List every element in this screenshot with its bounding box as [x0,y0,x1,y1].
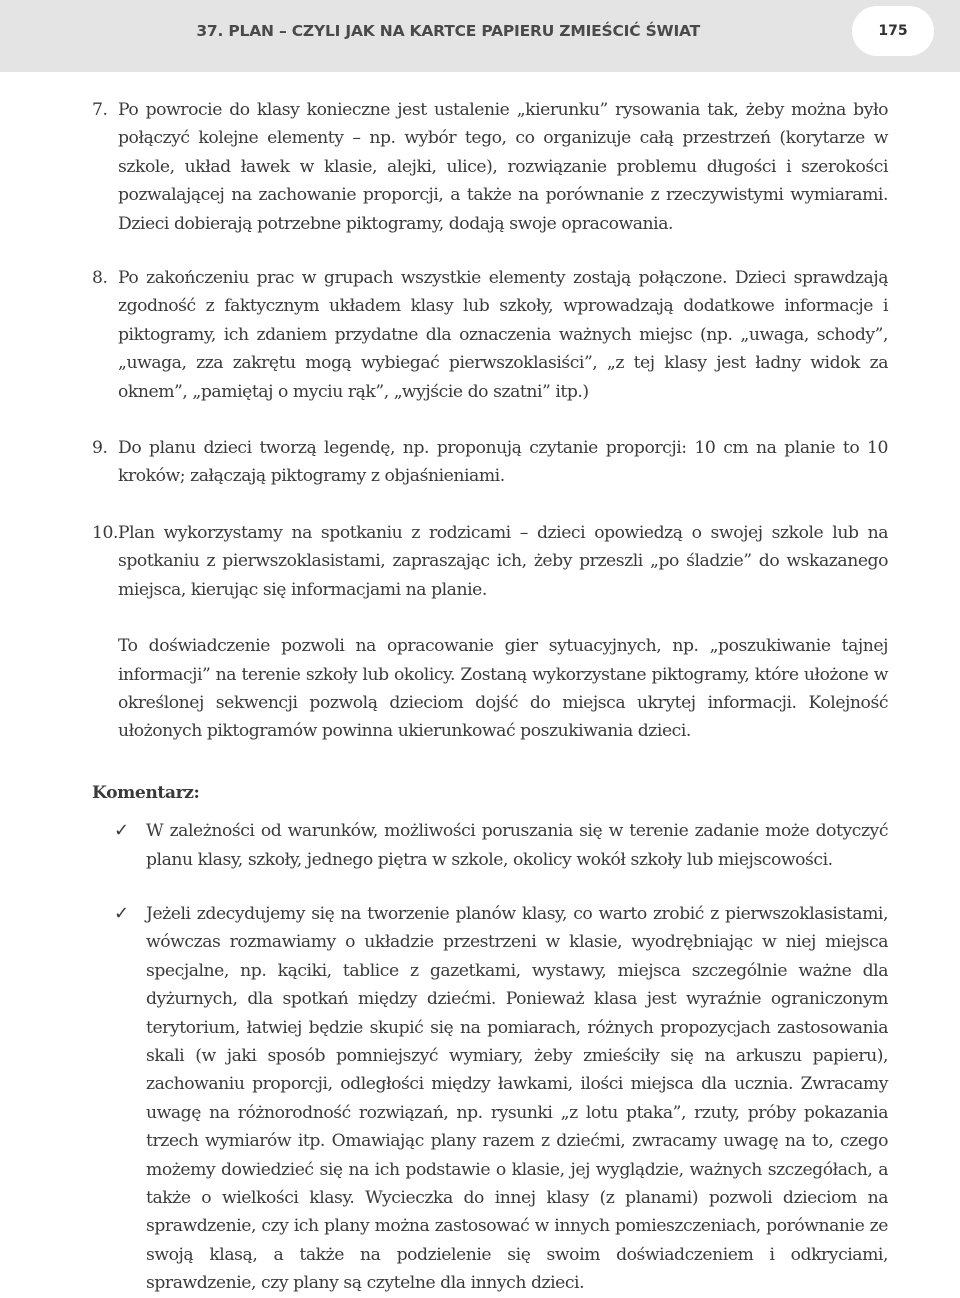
item-text: Plan wykorzystamy na spotkaniu z rodzicami – dzieci opowiedzą o swojej szkole lub na spotkaniu z pierwszoklasistami, zapraszając ich, żeby przeszli „po śladzie” do wskazanego miejsca, kierując się informacjami na planie. [118,522,888,600]
item-number: 8. [92,268,108,289]
comment-heading: Komentarz: [92,782,200,803]
checkmark-icon: ✓ [114,902,129,924]
page-number-badge: 175 [852,6,934,56]
comment-bullet [92,817,888,874]
comment-bullet-text: Jeżeli zdecydujemy się na tworzenie planów klasy, co warto zrobić z pierwszoklasistami, wówczas rozmawiamy o układzie przestrzeni w klasie, wyodrębniając w niej miejsca specjalne, np. kąciki, tablice z gazetkami, wystawy, miejsca szczególnie ważne dla dyżurnych, dla spotkań między dziećmi. Ponieważ klasa jest wyraźnie ograniczonym terytorium, łatwiej będzie skupić się na pomiarach, różnych propozycjach zastosowania skali (w jaki sposób pomniejszyć wymiary, żeby zmieściły się na arkuszu papieru), zachowaniu proporcji, odległości między ławkami, ilości miejsca dla ucznia. Zwracamy uwagę na różnorodność rozwiązań, np. rysunki „z lotu ptaka”, rzuty, próby pokazania trzech wymiarów itp. Omawiając plany razem z dziećmi, zwracamy uwagę na to, czego możemy dowiedzieć się na ich podstawie o klasie, jej wyglądzie, ważnych szczegółach, a także o wielkości klasy. Wycieczka do innej klasy (z planami) pozwoli dzieciom na sprawdzenie, czy ich plany można zastosować w innych pomieszczeniach, porównanie ze swoją klasą, a także na podzielenie się swoim doświadczeniem i odkryciami, sprawdzenie, czy plany są czytelne dla innych dzieci. [146,903,888,1294]
list-item-8 [92,264,888,406]
item-number: 9. [92,438,108,459]
page-content [92,96,888,1298]
list-item-7 [92,96,888,238]
comment-bullet-text: W zależności od warunków, możliwości poruszania się w terenie zadanie może dotyczyć planu klasy, szkoły, jednego piętra w szkole, okolicy wokół szkoły lub miejscowości. [146,821,888,870]
item-text: Do planu dzieci tworzą legendę, np. proponują czytanie proporcji: 10 cm na planie to 10 kroków; załączają piktogramy z objaśnieniami. [118,438,888,487]
item-number: 10. [92,522,118,543]
checkmark-icon: ✓ [114,820,129,842]
item-number: 7. [92,100,108,120]
list-item-9 [92,434,888,491]
followup-paragraph: To doświadczenie pozwoli na opracowanie gier sytuacyjnych, np. „poszukiwanie tajnej informacji” na terenie szkoły lub okolicy. Zostaną wykorzystane piktogramy, które ułożone w określonej sekwencji pozwolą dzieciom dojść do miejsca ukrytej informacji. Kolejność ułożonych piktogramów powinna ukierunkować poszukiwania dzieci. [118,636,888,742]
page-header [0,0,960,72]
chapter-title: 37. PLAN – CZYLI JAK NA KARTCE PAPIERU ZMIEŚCIĆ ŚWIAT [196,22,700,40]
item-text: Po zakończeniu prac w grupach wszystkie elementy zostają połączone. Dzieci sprawdzają zgodność z faktycznym układem klasy lub szkoły, wprowadzają dodatkowe informacje i piktogramy, ich zdaniem przydatne dla oznaczenia ważnych miejsc (np. „uwaga, schody”, „uwaga, zza zakrętu mogą wybiegać pierwszoklasiści”, „z tej klasy jest ładny widok za oknem”, „pamiętaj o myciu rąk”, „wyjście do szatni” itp.) [118,268,888,402]
list-item-10 [92,519,888,604]
comment-bullet [92,900,888,1298]
item-text: Po powrocie do klasy konieczne jest ustalenie „kierunku” rysowania tak, żeby można było połączyć kolejne elementy – np. wybór tego, co organizuje całą przestrzeń (korytarze w szkole, układ ławek w klasie, alejki, ulice), rozwiązanie problemu długości i szerokości pozwalającej na zachowanie proporcji, a także na porównanie z rzeczywistymi wymiarami. Dzieci dobierają potrzebne piktogramy, dodają swoje opracowania. [118,100,888,234]
